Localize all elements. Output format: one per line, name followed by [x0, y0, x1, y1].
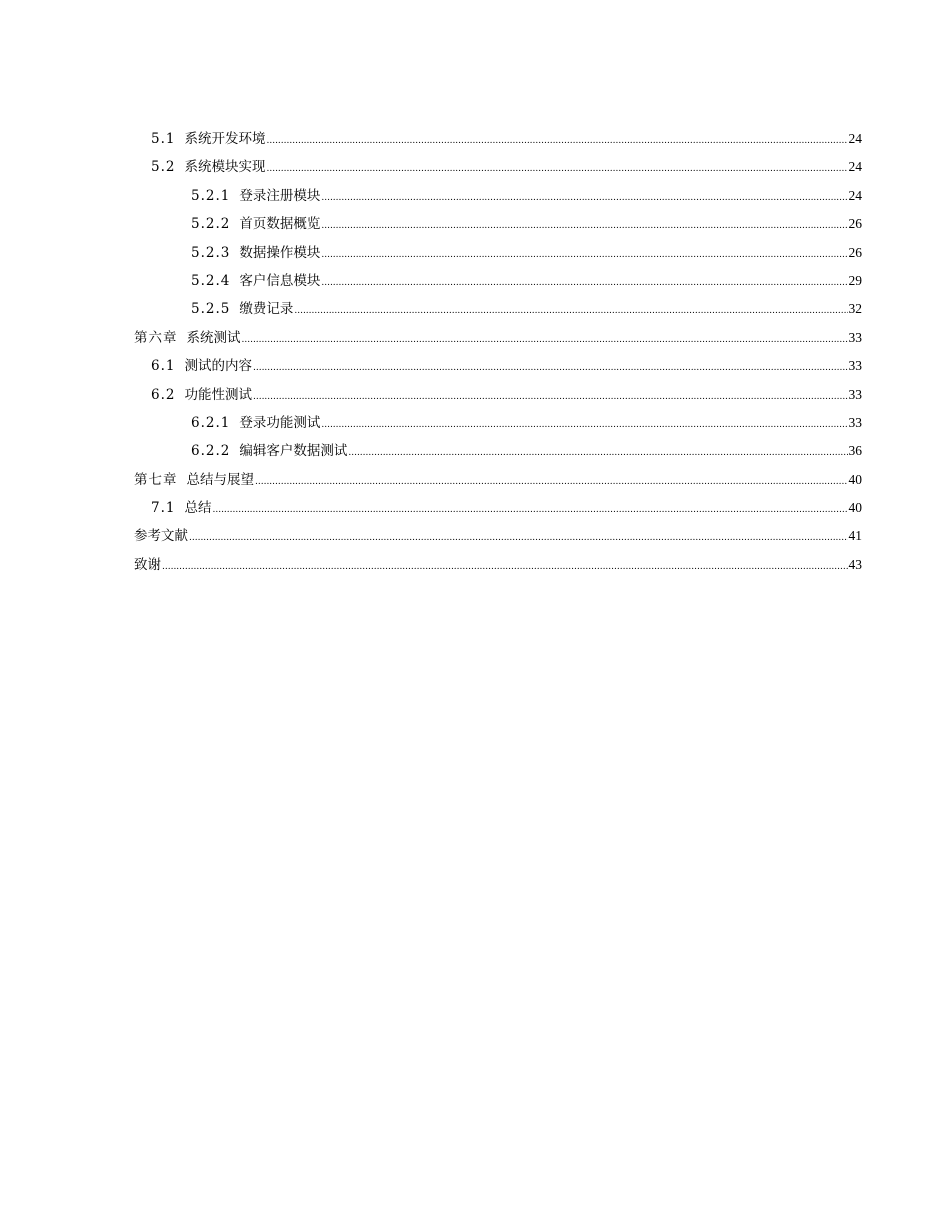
toc-entry-7-1[interactable]	[134, 494, 862, 522]
toc-dot-leader	[321, 212, 847, 240]
toc-entry-number: 6.1	[151, 358, 176, 375]
toc-entry-title: 编辑客户数据测试	[239, 443, 348, 460]
toc-page-number: 33	[848, 329, 862, 345]
toc-dot-leader	[253, 354, 848, 382]
toc-dot-leader	[321, 184, 847, 212]
toc-dot-leader	[321, 241, 847, 269]
toc-dot-leader	[189, 524, 848, 552]
toc-page-number: 33	[848, 358, 862, 374]
toc-page-number: 33	[848, 414, 862, 430]
toc-entry-title: 系统测试	[186, 329, 241, 346]
toc-entry-title: 总结与展望	[186, 471, 254, 488]
toc-entry-title: 参考文献	[134, 528, 188, 545]
toc-dot-leader	[253, 383, 848, 411]
toc-entry-number: 第七章	[134, 471, 178, 488]
toc-entry-title: 系统开发环境	[184, 131, 266, 147]
toc-entry-title: 总结	[184, 500, 212, 517]
toc-entry-5-2-1[interactable]	[134, 182, 862, 210]
toc-dot-leader	[162, 553, 848, 581]
toc-dot-leader	[242, 326, 848, 354]
toc-entry-chapter-7[interactable]	[134, 466, 862, 494]
toc-entry-number: 6.2.2	[191, 443, 231, 460]
toc-entry-title: 致谢	[134, 556, 161, 573]
toc-entry-title: 首页数据概览	[239, 216, 321, 233]
toc-entry-number: 6.2	[151, 386, 176, 403]
toc-page-number: 33	[848, 386, 862, 402]
toc-dot-leader	[348, 439, 847, 467]
toc-entry-title: 客户信息模块	[239, 272, 321, 289]
toc-page-number: 36	[848, 443, 862, 459]
toc-entry-references[interactable]	[134, 522, 862, 550]
toc-entry-number: 5.2.5	[191, 301, 231, 318]
toc-page-number: 32	[848, 301, 862, 317]
toc-entry-5-2-5[interactable]	[134, 295, 862, 323]
toc-entry-number: 6.2.1	[191, 414, 231, 431]
toc-entry-title: 系统模块实现	[184, 159, 266, 176]
toc-dot-leader	[294, 297, 847, 325]
toc-entry-6-2-2[interactable]	[134, 437, 862, 465]
toc-entry-number: 5.2.4	[191, 272, 231, 289]
toc-entry-chapter-6[interactable]	[134, 324, 862, 352]
toc-entry-5-2-2[interactable]	[134, 210, 862, 238]
toc-page-number: 24	[848, 131, 862, 146]
toc-entry-title: 缴费记录	[239, 301, 294, 318]
toc-entry-number: 5.2	[151, 159, 176, 176]
toc-page-number: 26	[848, 244, 862, 260]
toc-entry-5-2[interactable]	[134, 153, 862, 181]
toc-entry-title: 功能性测试	[184, 386, 252, 403]
toc-entry-number: 5.2.2	[191, 216, 231, 233]
table-of-contents	[134, 125, 862, 579]
toc-dot-leader	[255, 468, 848, 496]
toc-entry-acknowledgements[interactable]	[134, 551, 862, 579]
toc-dot-leader	[266, 155, 847, 183]
toc-entry-6-2[interactable]	[134, 381, 862, 409]
toc-page-number: 24	[848, 187, 862, 203]
toc-entry-number: 7.1	[151, 500, 176, 517]
toc-entry-title: 测试的内容	[184, 358, 252, 375]
toc-entry-6-1[interactable]	[134, 352, 862, 380]
toc-entry-number: 5.1	[151, 131, 176, 147]
toc-entry-5-2-3[interactable]	[134, 239, 862, 267]
toc-page-number: 26	[848, 216, 862, 232]
toc-page-number: 40	[848, 471, 862, 487]
toc-dot-leader	[321, 411, 847, 439]
toc-page-number: 40	[848, 500, 862, 516]
toc-entry-5-2-4[interactable]	[134, 267, 862, 295]
toc-entry-title: 登录功能测试	[239, 414, 321, 431]
toc-entry-number: 第六章	[134, 329, 178, 346]
toc-entry-title: 数据操作模块	[239, 244, 321, 261]
toc-entry-title: 登录注册模块	[239, 187, 321, 204]
toc-dot-leader	[266, 127, 847, 155]
toc-entry-number: 5.2.3	[191, 244, 231, 261]
toc-page-number: 41	[848, 528, 862, 544]
toc-page-number: 24	[848, 159, 862, 175]
toc-page-number: 29	[848, 272, 862, 288]
toc-dot-leader	[212, 496, 847, 524]
toc-dot-leader	[321, 269, 847, 297]
toc-entry-number: 5.2.1	[191, 187, 231, 204]
toc-entry-6-2-1[interactable]	[134, 409, 862, 437]
toc-entry-5-1[interactable]	[134, 125, 862, 153]
toc-page-number: 43	[848, 556, 862, 572]
